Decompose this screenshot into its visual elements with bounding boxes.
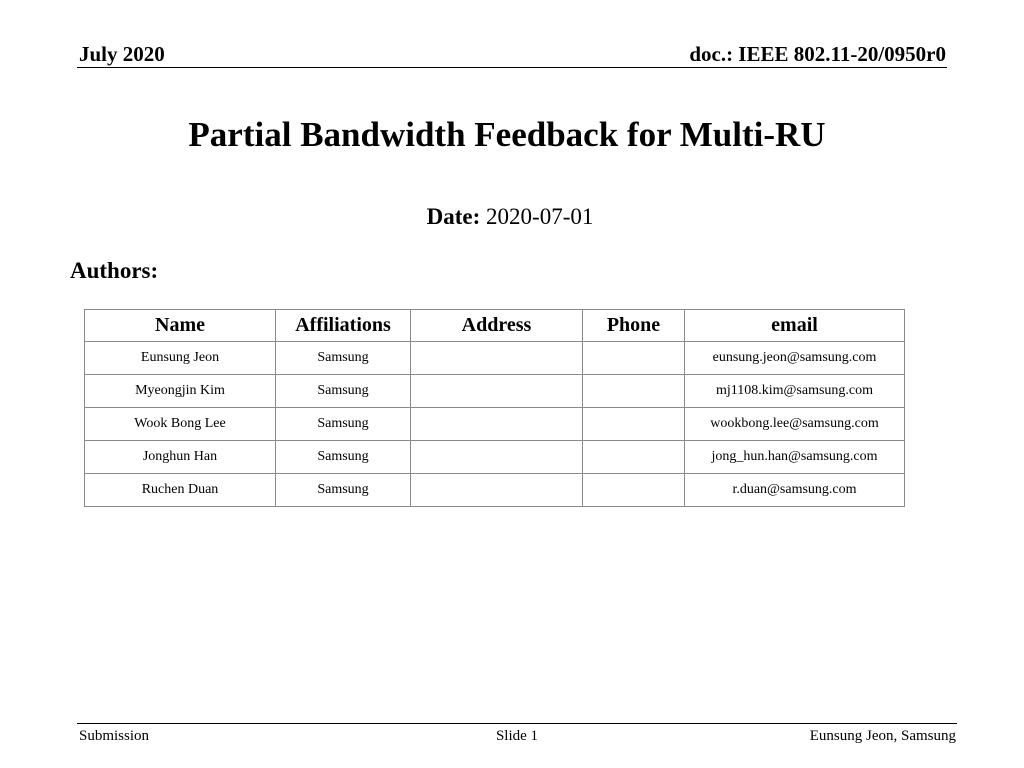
table-row <box>85 375 905 408</box>
cell-email: jong_hun.han@samsung.com <box>685 441 905 474</box>
table-row <box>85 474 905 507</box>
slide-title: Partial Bandwidth Feedback for Multi-RU <box>188 115 826 154</box>
header-doc-id: doc.: IEEE 802.11-20/0950r0 <box>689 42 946 66</box>
date-value: 2020-07-01 <box>486 204 594 229</box>
cell-phone <box>583 474 685 507</box>
cell-affiliation: Samsung <box>276 408 411 441</box>
cell-email: r.duan@samsung.com <box>685 474 905 507</box>
cell-affiliation: Samsung <box>276 342 411 375</box>
cell-phone <box>583 375 685 408</box>
cell-email: wookbong.lee@samsung.com <box>685 408 905 441</box>
cell-affiliation: Samsung <box>276 441 411 474</box>
cell-name: Wook Bong Lee <box>85 408 276 441</box>
authors-table <box>84 309 905 507</box>
column-header-address: Address <box>411 310 583 342</box>
table-row <box>85 441 905 474</box>
authors-label: Authors: <box>70 258 159 283</box>
column-header-phone: Phone <box>583 310 685 342</box>
column-header-affiliations: Affiliations <box>276 310 411 342</box>
table-row <box>85 342 905 375</box>
column-header-email: email <box>685 310 905 342</box>
cell-address <box>411 474 583 507</box>
cell-address <box>411 441 583 474</box>
cell-name: Jonghun Han <box>85 441 276 474</box>
footer-submission: Submission <box>79 728 150 744</box>
cell-phone <box>583 408 685 441</box>
cell-phone <box>583 342 685 375</box>
cell-address <box>411 408 583 441</box>
cell-affiliation: Samsung <box>276 375 411 408</box>
cell-name: Myeongjin Kim <box>85 375 276 408</box>
cell-name: Ruchen Duan <box>85 474 276 507</box>
footer-slide-number: Slide 1 <box>495 728 539 744</box>
cell-email: mj1108.kim@samsung.com <box>685 375 905 408</box>
table-header-row <box>85 310 905 342</box>
cell-phone <box>583 441 685 474</box>
date-label: Date: <box>426 204 481 229</box>
header-date: July 2020 <box>79 42 165 66</box>
cell-address <box>411 375 583 408</box>
cell-email: eunsung.jeon@samsung.com <box>685 342 905 375</box>
header-divider <box>77 67 947 68</box>
cell-affiliation: Samsung <box>276 474 411 507</box>
date-line <box>0 204 1020 230</box>
cell-name: Eunsung Jeon <box>85 342 276 375</box>
table-row <box>85 408 905 441</box>
column-header-name: Name <box>85 310 276 342</box>
footer-author: Eunsung Jeon, Samsung <box>809 728 956 744</box>
cell-address <box>411 342 583 375</box>
footer-divider <box>77 723 957 724</box>
